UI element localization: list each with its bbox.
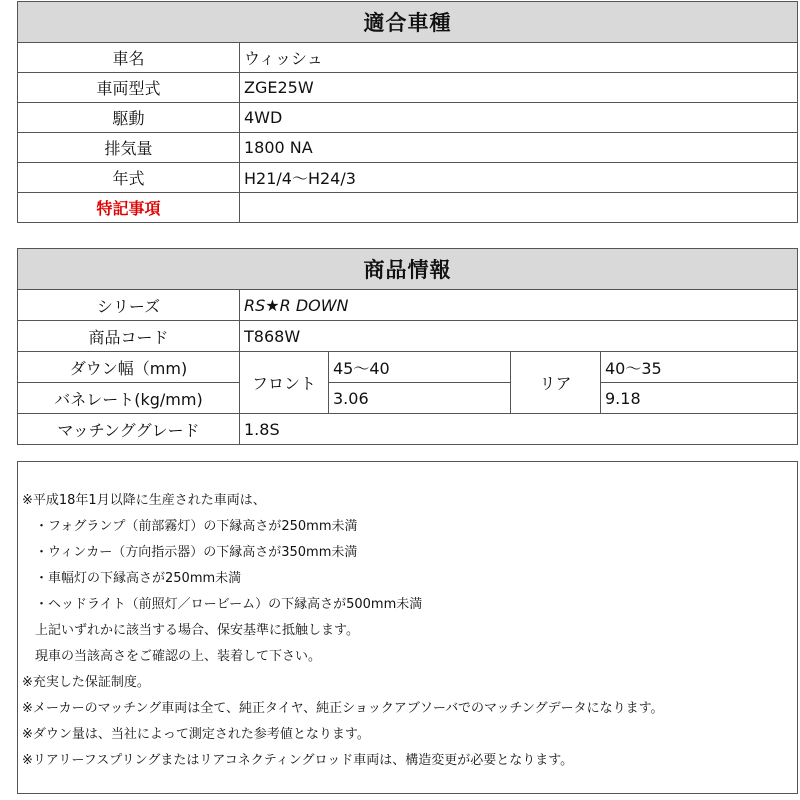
- matching-grade-label: マッチンググレード: [18, 414, 240, 445]
- product-info-title: 商品情報: [18, 249, 798, 290]
- displacement-label: 排気量: [18, 133, 240, 163]
- notes-box: [17, 461, 798, 794]
- table-row: [18, 414, 798, 445]
- down-amount-label: ダウン幅（mm): [18, 352, 240, 383]
- table-row: [18, 133, 798, 163]
- car-name-label: 車名: [18, 43, 240, 73]
- note-line: ※平成18年1月以降に生産された車両は、: [22, 493, 266, 508]
- table-row: [18, 383, 798, 414]
- note-line: ・フォグランプ（前部霧灯）の下縁高さが250mm未満: [22, 519, 358, 534]
- series-value: RS★R DOWN: [240, 290, 798, 321]
- year-label: 年式: [18, 163, 240, 193]
- note-line: ・ヘッドライト（前照灯／ロービーム）の下縁高さが500mm未満: [22, 597, 423, 612]
- note-line: ※ダウン量は、当社によって測定された参考値となります。: [22, 727, 370, 742]
- model-code-value: ZGE25W: [240, 73, 798, 103]
- note-line: ※リアリーフスプリングまたはリアコネクティングロッド車両は、構造変更が必要となります。: [22, 753, 574, 768]
- note-line: ・ウィンカー（方向指示器）の下縁高さが350mm未満: [22, 545, 358, 560]
- note-line: 現車の当該高さをご確認の上、装着して下さい。: [22, 649, 322, 664]
- car-name-value: ウィッシュ: [240, 43, 798, 73]
- model-code-label: 車両型式: [18, 73, 240, 103]
- drive-value: 4WD: [240, 103, 798, 133]
- spring-rate-label: バネレート(kg/mm): [18, 383, 240, 414]
- drive-label: 駆動: [18, 103, 240, 133]
- table-row: [18, 321, 798, 352]
- note-line: ・車幅灯の下縁高さが250mm未満: [22, 571, 242, 586]
- vehicle-fit-table: [17, 1, 798, 223]
- table-row: [18, 290, 798, 321]
- product-code-label: 商品コード: [18, 321, 240, 352]
- table-row: [18, 43, 798, 73]
- rear-label: リア: [511, 352, 601, 414]
- front-rate-value: 3.06: [329, 383, 511, 414]
- table-row: [18, 163, 798, 193]
- table-row: [18, 73, 798, 103]
- note-line: ※充実した保証制度。: [22, 675, 150, 690]
- year-value: H21/4～H24/3: [240, 163, 798, 193]
- table-row: [18, 352, 798, 383]
- product-code-value: T868W: [240, 321, 798, 352]
- displacement-value: 1800 NA: [240, 133, 798, 163]
- special-notes-label: 特記事項: [18, 193, 240, 223]
- table-row: [18, 103, 798, 133]
- rear-rate-value: 9.18: [601, 383, 798, 414]
- matching-grade-value: 1.8S: [240, 414, 798, 445]
- front-down-value: 45～40: [329, 352, 511, 383]
- note-line: ※メーカーのマッチング車両は全て、純正タイヤ、純正ショックアブソーバでのマッチングデータになります。: [22, 701, 664, 716]
- rear-down-value: 40～35: [601, 352, 798, 383]
- front-label: フロント: [240, 352, 329, 414]
- special-notes-value: [240, 193, 798, 223]
- product-info-table: [17, 248, 798, 445]
- vehicle-fit-title: 適合車種: [18, 2, 798, 43]
- series-label: シリーズ: [18, 290, 240, 321]
- table-row: [18, 193, 798, 223]
- note-line: 上記いずれかに該当する場合、保安基準に抵触します。: [22, 623, 359, 638]
